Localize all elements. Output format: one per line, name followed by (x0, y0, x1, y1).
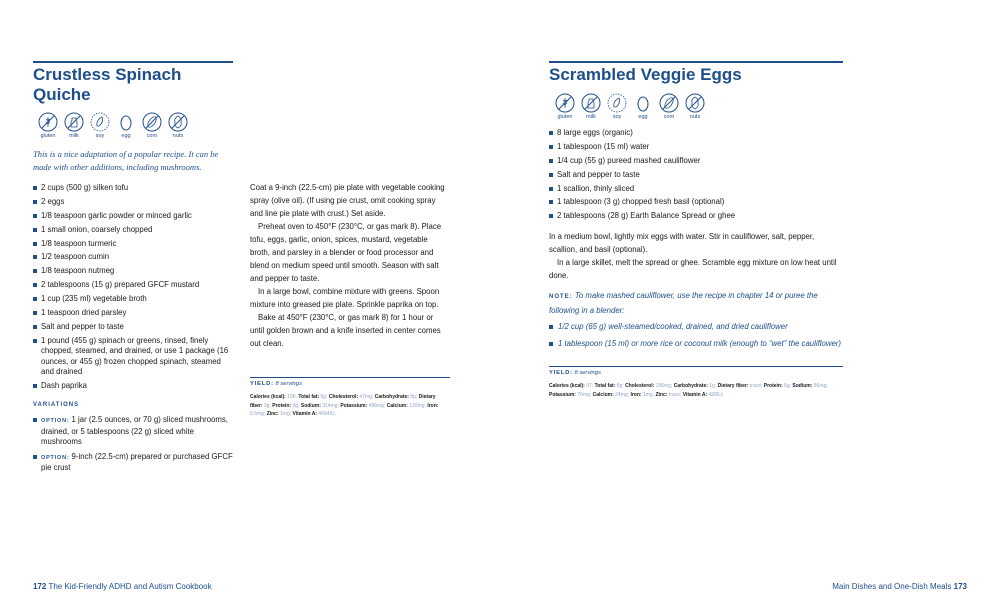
milk-icon (581, 93, 601, 113)
ingredient-item: 1 tablespoon (15 ml) water (549, 142, 843, 153)
nutrition-fact: Cholesterol: 47mg; (328, 394, 374, 400)
nutrition-fact: Total fat: 5g; (298, 394, 328, 400)
soy-icon (607, 93, 627, 113)
nutrition-fact: Calories (kcal): 97; (549, 383, 594, 389)
page-number-right: 173 (953, 582, 967, 591)
variations-list (33, 415, 233, 478)
nutrition-fact: Protein: 9g; (272, 402, 300, 409)
allergen-soy (607, 93, 627, 120)
ingredient-item: 1/8 teaspoon nutmeg (33, 266, 233, 277)
allergen-nuts (685, 93, 705, 120)
ingredient-item: 8 large eggs (organic) (549, 128, 843, 139)
blend-item: 1/2 cup (65 g) well-steamed/cooked, drained, and dried cauliflower (549, 321, 843, 333)
allergen-milk (64, 112, 84, 139)
ingredient-item: 2 tablespoons (15 g) prepared GFCF mustard (33, 280, 233, 291)
nuts-icon (685, 93, 705, 113)
milk-icon (64, 112, 84, 132)
allergen-egg (116, 112, 136, 139)
ingredient-item: 2 cups (500 g) silken tofu (33, 183, 233, 194)
nutrition-fact: Sodium: 56mg; (792, 383, 828, 389)
nutrition-fact: Protein: 6g; (763, 383, 791, 389)
variation-item: OPTION: 1 jar (2.5 ounces, or 70 g) sliced mushrooms, drained, or 5 tablespoons (22 g) sliced white mushrooms (33, 415, 233, 448)
nutrition-fact: Potassium: 70mg; (549, 391, 592, 398)
ingredient-item: 1/2 teaspoon cumin (33, 252, 233, 263)
ingredient-item: Salt and pepper to taste (33, 322, 233, 333)
ingredient-list-left (33, 183, 233, 395)
gluten-icon (555, 93, 575, 113)
yield-rule-right (549, 366, 843, 367)
allergen-icons-right (555, 93, 705, 120)
ingredient-item: 1 tablespoon (3 g) chopped fresh basil (optional) (549, 197, 843, 208)
allergen-gluten (38, 112, 58, 139)
allergen-label: nuts (172, 133, 184, 139)
ingredient-item: 1 scallion, thinly sliced (549, 184, 843, 195)
variation-item: OPTION: 9-inch (22.5-cm) prepared or purchased GFCF pie crust (33, 452, 233, 474)
blend-item: 1 tablespoon (15 ml) or more rice or coconut milk (enough to “wet” the cauliflower) (549, 338, 843, 350)
allergen-label: soy (612, 114, 622, 120)
instruction-step: Preheat oven to 450°F (230°C, or gas mark 8). Place tofu, eggs, garlic, onion, spices, mustard, vegetable broth, and parsley in a blender or food processor and blend on medium speed until smooth. Season with salt and pepper to taste. (250, 222, 442, 283)
nuts-icon (168, 112, 188, 132)
nutrition-fact: Dietary fiber: 3g; (250, 394, 436, 409)
nutrition-fact: Iron: 6.6mg; (250, 402, 439, 417)
nutrition-fact: Dietary fiber: trace; (717, 383, 763, 389)
allergen-soy (90, 112, 110, 139)
ingredient-item: 1/4 cup (55 g) pureed mashed cauliflower (549, 156, 843, 167)
recipe-title-right: Scrambled Veggie Eggs (549, 65, 742, 84)
note (549, 289, 843, 317)
allergen-gluten (555, 93, 575, 120)
instruction-step: In a large bowl, combine mixture with greens. Spoon mixture into greased pie plate. Sprinkle paprika on top. (250, 287, 440, 309)
recipe-title-left (33, 65, 181, 105)
section-title: Main Dishes and One-Dish Meals (832, 582, 952, 591)
nutrition-fact: Carbohydrate: 8g; (374, 394, 418, 400)
allergen-label: milk (586, 114, 596, 120)
allergen-label: gluten (557, 114, 573, 120)
ingredient-item: Dash paprika (33, 381, 233, 392)
ingredient-item: 2 eggs (33, 197, 233, 208)
nutrition-fact: Vitamin A: 428IU; (682, 391, 724, 398)
ingredient-item: Salt and pepper to taste (549, 170, 843, 181)
yield-label-right: YIELD: (549, 370, 573, 376)
note-text: To make mashed cauliflower, use the recipe in chapter 14 or puree the following in a blender: (549, 291, 818, 315)
ingredient-item: 2 tablespoons (28 g) Earth Balance Spread or ghee (549, 211, 843, 222)
yield-right (549, 370, 601, 376)
footer-left (33, 582, 212, 591)
egg-icon (116, 112, 136, 132)
title-line-2: Quiche (33, 85, 91, 104)
blend-list (549, 321, 843, 355)
allergen-label: corn (146, 133, 158, 139)
yield-label: YIELD: (250, 381, 274, 387)
instructions-right (549, 230, 843, 282)
yield-rule-left (250, 377, 450, 378)
nutrition-fact: Zinc: 1mg; (266, 411, 292, 417)
yield-value: 8 servings (275, 381, 302, 387)
nutrition-fact: Total fat: 8g; (594, 383, 624, 389)
allergen-corn (659, 93, 679, 120)
soy-icon (90, 112, 110, 132)
allergen-label: soy (95, 133, 105, 139)
nutrition-fact: Cholesterol: 196mg; (625, 383, 673, 389)
ingredient-item: 1 cup (235 ml) vegetable broth (33, 294, 233, 305)
allergen-label: milk (69, 133, 79, 139)
egg-icon (633, 93, 653, 113)
recipe-intro: This is a nice adaptation of a popular recipe. It can be made with other additions, including mushrooms. (33, 149, 219, 172)
yield-value-right: 8 servings (574, 370, 601, 376)
nutrition-fact: Calcium: 24mg; (592, 391, 630, 398)
nutrition-facts-left (250, 393, 448, 419)
ingredient-item: 1/8 teaspoon garlic powder or minced garlic (33, 211, 233, 222)
ingredient-item: 1 small onion, coarsely chopped (33, 225, 233, 236)
instruction-step: Coat a 9-inch (22.5-cm) pie plate with vegetable cooking spray (olive oil). (If using pie crust, omit cooking spray and line pie plate with crust.) Set aside. (250, 183, 445, 218)
ingredient-item: 1 pound (455 g) spinach or greens, rinsed, finely chopped, steamed, and drained, or use 1 package (16 ounces, or 455 g) frozen chopped spinach, steamed and drained (33, 336, 233, 378)
allergen-label: gluten (40, 133, 56, 139)
title-rule-right (549, 61, 843, 63)
allergen-milk (581, 93, 601, 120)
corn-icon (142, 112, 162, 132)
instruction-step: In a large skillet, melt the spread or ghee. Scramble egg mixture on low heat until done. (549, 258, 837, 280)
footer-right (832, 582, 967, 591)
nutrition-fact: Potassium: 496mg; (340, 402, 386, 409)
yield-left (250, 381, 302, 387)
title-line-1: Crustless Spinach (33, 65, 182, 84)
nutrition-fact: Carbohydrate: 1g; (673, 383, 717, 389)
gluten-icon (38, 112, 58, 132)
allergen-label: egg (638, 114, 648, 120)
ingredient-item: 1/8 teaspoon turmeric (33, 239, 233, 250)
nutrition-fact: Calcium: 139mg; (386, 402, 426, 409)
title-rule (33, 61, 233, 63)
nutrition-fact: Iron: 1mg; (630, 391, 655, 398)
instruction-step: Bake at 450°F (230°C, or gas mark 8) for 1 hour or until golden brown and a knife inserted in center comes out clean. (250, 313, 441, 348)
ingredient-item: 1 teaspoon dried parsley (33, 308, 233, 319)
instructions-left (250, 181, 448, 350)
page-number-left: 172 (33, 582, 47, 591)
nutrition-fact: Vitamin A: 4494IU; (292, 411, 336, 417)
instruction-step: In a medium bowl, lightly mix eggs with water. Stir in cauliflower, salt, pepper, scallion, and basil (optional). (549, 232, 815, 254)
ingredient-list-right (549, 128, 843, 225)
nutrition-fact: Sodium: 314mg; (300, 402, 339, 409)
allergen-label: egg (121, 133, 131, 139)
allergen-egg (633, 93, 653, 120)
nutrition-facts-right (549, 382, 843, 399)
allergen-label: nuts (689, 114, 701, 120)
corn-icon (659, 93, 679, 113)
book-title: The Kid-Friendly ADHD and Autism Cookbook (48, 582, 212, 591)
nutrition-fact: Calories (kcal): 106; (250, 394, 297, 400)
allergen-nuts (168, 112, 188, 139)
allergen-icons-left (38, 112, 188, 139)
allergen-label: corn (663, 114, 675, 120)
note-label: NOTE: (549, 294, 573, 300)
allergen-corn (142, 112, 162, 139)
nutrition-fact: Zinc: trace; (655, 391, 682, 398)
variations-heading: VARIATIONS (33, 402, 80, 408)
